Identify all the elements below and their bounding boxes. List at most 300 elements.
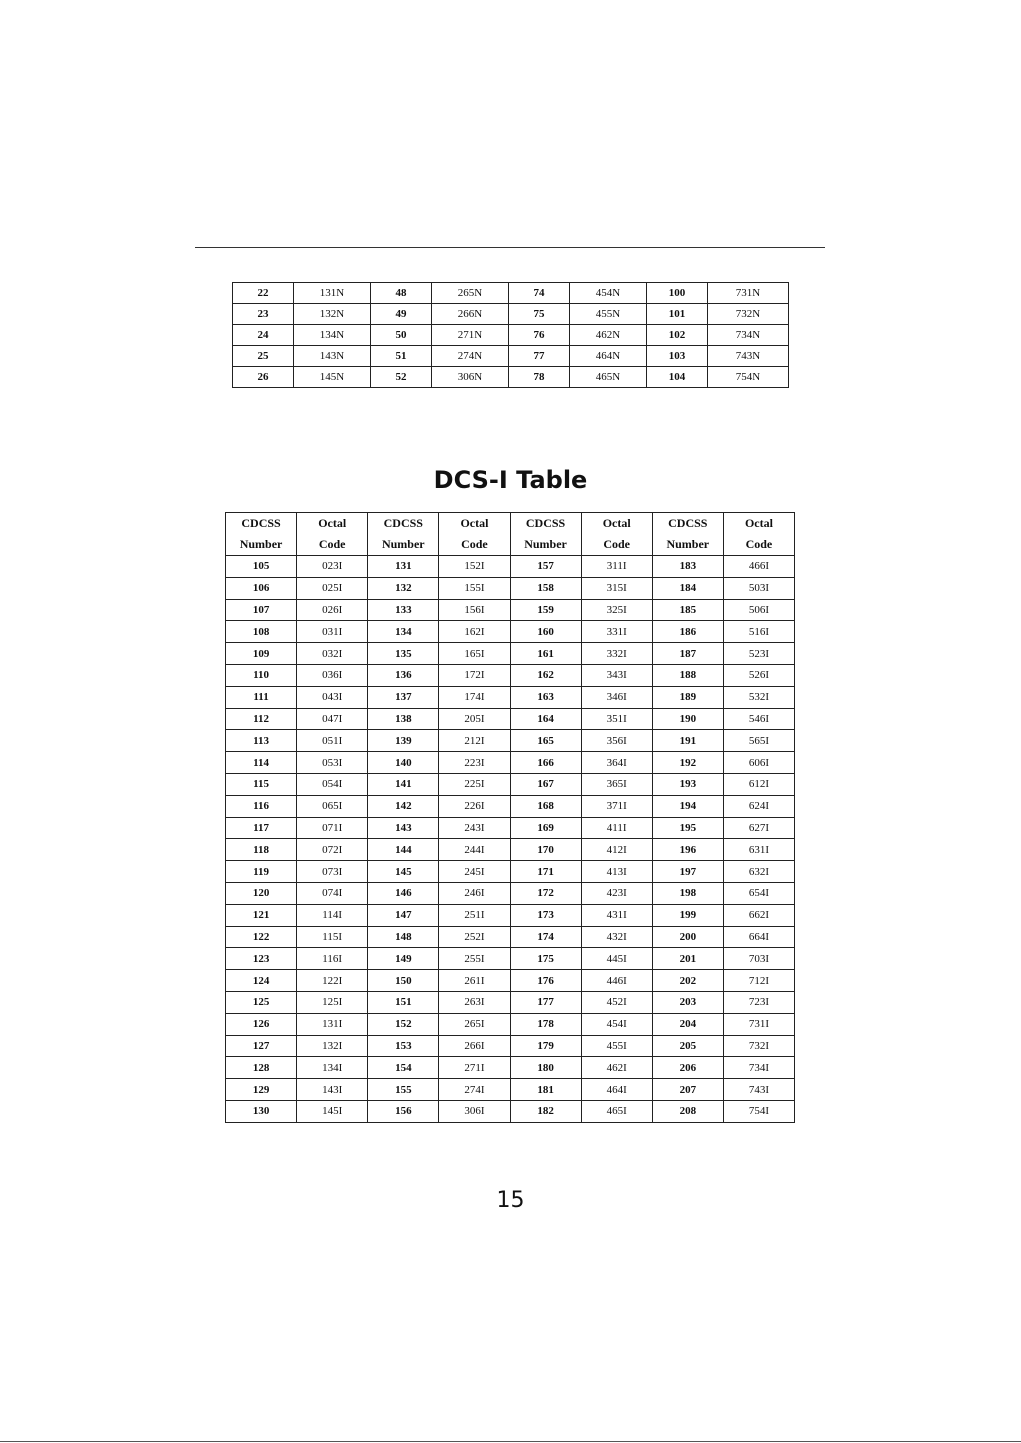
header-line: Octal xyxy=(318,516,347,530)
table-row xyxy=(233,283,789,304)
octal-code-cell: 351I xyxy=(581,708,652,730)
cdcss-number-cell: 131 xyxy=(368,556,439,578)
octal-code-cell: 251I xyxy=(439,904,510,926)
dcs-i-table xyxy=(225,512,795,1123)
cdcss-number-cell: 204 xyxy=(652,1013,723,1035)
cdcss-number-cell: 135 xyxy=(368,643,439,665)
cdcss-number-cell: 121 xyxy=(226,904,297,926)
cdcss-number-cell: 190 xyxy=(652,708,723,730)
octal-code-cell: 134N xyxy=(294,325,371,346)
cdcss-number-cell: 182 xyxy=(510,1100,581,1122)
octal-code-cell: 412I xyxy=(581,839,652,861)
cdcss-number-cell: 110 xyxy=(226,664,297,686)
cdcss-number-cell: 145 xyxy=(368,861,439,883)
octal-code-cell: 754N xyxy=(708,367,789,388)
cdcss-number-cell: 102 xyxy=(647,325,708,346)
cdcss-number-cell: 100 xyxy=(647,283,708,304)
octal-code-cell: 255I xyxy=(439,948,510,970)
cdcss-number-cell: 192 xyxy=(652,752,723,774)
octal-code-cell: 246I xyxy=(439,882,510,904)
cdcss-number-cell: 169 xyxy=(510,817,581,839)
octal-code-cell: 244I xyxy=(439,839,510,861)
octal-code-cell: 225I xyxy=(439,773,510,795)
octal-code-cell: 174I xyxy=(439,686,510,708)
cdcss-number-cell: 134 xyxy=(368,621,439,643)
page-number: 15 xyxy=(496,1188,525,1213)
cdcss-number-cell: 156 xyxy=(368,1100,439,1122)
octal-code-cell: 754I xyxy=(723,1100,794,1122)
cdcss-number-cell: 101 xyxy=(647,304,708,325)
octal-code-cell: 632I xyxy=(723,861,794,883)
octal-code-cell: 466I xyxy=(723,556,794,578)
cdcss-number-cell: 201 xyxy=(652,948,723,970)
cdcss-number-cell: 175 xyxy=(510,948,581,970)
octal-code-cell: 125I xyxy=(297,991,368,1013)
octal-code-cell: 343I xyxy=(581,664,652,686)
cdcss-number-cell: 23 xyxy=(233,304,294,325)
table-row xyxy=(226,577,795,599)
cdcss-number-cell: 48 xyxy=(371,283,432,304)
cdcss-number-cell: 162 xyxy=(510,664,581,686)
octal-code-cell: 731N xyxy=(708,283,789,304)
octal-code-cell: 516I xyxy=(723,621,794,643)
octal-code-cell: 065I xyxy=(297,795,368,817)
table-row xyxy=(226,970,795,992)
table-row xyxy=(226,599,795,621)
cdcss-number-cell: 74 xyxy=(509,283,570,304)
octal-code-cell: 346I xyxy=(581,686,652,708)
cdcss-number-cell: 173 xyxy=(510,904,581,926)
cdcss-number-cell: 183 xyxy=(652,556,723,578)
octal-code-cell: 073I xyxy=(297,861,368,883)
header-line: CDCSS xyxy=(241,516,281,530)
octal-code-cell: 446I xyxy=(581,970,652,992)
cdcss-number-cell: 172 xyxy=(510,882,581,904)
octal-code-cell: 454I xyxy=(581,1013,652,1035)
octal-code-cell: 263I xyxy=(439,991,510,1013)
octal-code-cell: 654I xyxy=(723,882,794,904)
cdcss-number-cell: 174 xyxy=(510,926,581,948)
octal-code-cell: 365I xyxy=(581,773,652,795)
octal-code-cell: 731I xyxy=(723,1013,794,1035)
header-rule xyxy=(195,247,825,248)
octal-code-cell: 051I xyxy=(297,730,368,752)
cdcss-number-cell: 78 xyxy=(509,367,570,388)
cdcss-number-cell: 167 xyxy=(510,773,581,795)
cdcss-number-cell: 147 xyxy=(368,904,439,926)
cdcss-number-cell: 154 xyxy=(368,1057,439,1079)
cdcss-number-cell: 143 xyxy=(368,817,439,839)
cdcss-number-cell: 136 xyxy=(368,664,439,686)
cdcss-number-cell: 150 xyxy=(368,970,439,992)
cdcss-number-cell: 126 xyxy=(226,1013,297,1035)
table-row xyxy=(226,708,795,730)
octal-code-cell: 306I xyxy=(439,1100,510,1122)
octal-code-cell: 271I xyxy=(439,1057,510,1079)
octal-code-cell: 462I xyxy=(581,1057,652,1079)
octal-code-cell: 162I xyxy=(439,621,510,643)
cdcss-number-cell: 50 xyxy=(371,325,432,346)
cdcss-number-cell: 75 xyxy=(509,304,570,325)
cdcss-number-cell: 149 xyxy=(368,948,439,970)
cdcss-number-cell: 122 xyxy=(226,926,297,948)
octal-code-cell: 274I xyxy=(439,1079,510,1101)
octal-code-cell: 452I xyxy=(581,991,652,1013)
cdcss-number-cell: 140 xyxy=(368,752,439,774)
cdcss-number-cell: 152 xyxy=(368,1013,439,1035)
cdcss-number-cell: 151 xyxy=(368,991,439,1013)
cdcss-number-cell: 127 xyxy=(226,1035,297,1057)
header-line: Number xyxy=(524,537,567,551)
cdcss-number-cell: 187 xyxy=(652,643,723,665)
cdcss-number-cell: 132 xyxy=(368,577,439,599)
cdcss-number-cell: 166 xyxy=(510,752,581,774)
table-row xyxy=(233,346,789,367)
table-row xyxy=(226,643,795,665)
cdcss-number-cell: 128 xyxy=(226,1057,297,1079)
octal-code-cell: 266N xyxy=(432,304,509,325)
octal-code-cell: 356I xyxy=(581,730,652,752)
table-row xyxy=(226,1079,795,1101)
table-row xyxy=(226,882,795,904)
octal-code-cell: 743I xyxy=(723,1079,794,1101)
cdcss-number-cell: 24 xyxy=(233,325,294,346)
octal-code-cell: 624I xyxy=(723,795,794,817)
octal-code-header xyxy=(581,513,652,556)
octal-code-cell: 464I xyxy=(581,1079,652,1101)
octal-code-cell: 462N xyxy=(570,325,647,346)
octal-code-cell: 131N xyxy=(294,283,371,304)
octal-code-cell: 047I xyxy=(297,708,368,730)
header-line: Number xyxy=(381,537,425,551)
cdcss-number-cell: 158 xyxy=(510,577,581,599)
cdcss-number-cell: 115 xyxy=(226,773,297,795)
octal-code-cell: 732I xyxy=(723,1035,794,1057)
octal-code-cell: 423I xyxy=(581,882,652,904)
octal-code-cell: 115I xyxy=(297,926,368,948)
octal-code-cell: 523I xyxy=(723,643,794,665)
cdcss-number-cell: 171 xyxy=(510,861,581,883)
cdcss-number-cell: 208 xyxy=(652,1100,723,1122)
octal-code-cell: 712I xyxy=(723,970,794,992)
table-row xyxy=(226,839,795,861)
cdcss-number-cell: 160 xyxy=(510,621,581,643)
cdcss-number-cell: 184 xyxy=(652,577,723,599)
octal-code-cell: 132N xyxy=(294,304,371,325)
octal-code-cell: 506I xyxy=(723,599,794,621)
octal-code-cell: 245I xyxy=(439,861,510,883)
cdcss-number-cell: 157 xyxy=(510,556,581,578)
octal-code-header xyxy=(439,513,510,556)
table-row xyxy=(226,621,795,643)
table-row xyxy=(226,556,795,578)
octal-code-cell: 411I xyxy=(581,817,652,839)
octal-code-cell: 364I xyxy=(581,752,652,774)
cdcss-number-cell: 195 xyxy=(652,817,723,839)
cdcss-number-cell: 142 xyxy=(368,795,439,817)
cdcss-number-cell: 180 xyxy=(510,1057,581,1079)
header-line: Octal xyxy=(744,516,773,530)
octal-code-cell: 116I xyxy=(297,948,368,970)
octal-code-cell: 114I xyxy=(297,904,368,926)
octal-code-cell: 743N xyxy=(708,346,789,367)
octal-code-cell: 311I xyxy=(581,556,652,578)
cdcss-number-cell: 186 xyxy=(652,621,723,643)
table-row xyxy=(226,795,795,817)
cdcss-number-header xyxy=(226,513,297,556)
octal-code-cell: 455N xyxy=(570,304,647,325)
cdcss-number-cell: 26 xyxy=(233,367,294,388)
header-line: Code xyxy=(603,537,631,551)
octal-code-cell: 732N xyxy=(708,304,789,325)
octal-code-cell: 445I xyxy=(581,948,652,970)
cdcss-number-cell: 103 xyxy=(647,346,708,367)
octal-code-cell: 031I xyxy=(297,621,368,643)
header-line: CDCSS xyxy=(525,516,566,530)
cdcss-number-cell: 144 xyxy=(368,839,439,861)
cdcss-number-cell: 178 xyxy=(510,1013,581,1035)
octal-code-cell: 413I xyxy=(581,861,652,883)
cdcss-number-cell: 119 xyxy=(226,861,297,883)
octal-code-cell: 331I xyxy=(581,621,652,643)
octal-code-cell: 026I xyxy=(297,599,368,621)
cdcss-number-cell: 112 xyxy=(226,708,297,730)
cdcss-number-cell: 118 xyxy=(226,839,297,861)
octal-code-cell: 212I xyxy=(439,730,510,752)
octal-code-cell: 134I xyxy=(297,1057,368,1079)
octal-code-cell: 606I xyxy=(723,752,794,774)
table-row xyxy=(233,367,789,388)
cdcss-number-cell: 176 xyxy=(510,970,581,992)
table-row xyxy=(226,926,795,948)
cdcss-number-cell: 107 xyxy=(226,599,297,621)
octal-code-cell: 143N xyxy=(294,346,371,367)
table-row xyxy=(233,304,789,325)
octal-code-cell: 723I xyxy=(723,991,794,1013)
cdcss-number-cell: 138 xyxy=(368,708,439,730)
octal-code-cell: 325I xyxy=(581,599,652,621)
table-row xyxy=(226,752,795,774)
table-row xyxy=(226,773,795,795)
header-line: Code xyxy=(745,537,773,551)
cdcss-number-cell: 146 xyxy=(368,882,439,904)
octal-code-cell: 131I xyxy=(297,1013,368,1035)
cdcss-number-cell: 177 xyxy=(510,991,581,1013)
cdcss-number-cell: 188 xyxy=(652,664,723,686)
table-row xyxy=(226,1013,795,1035)
octal-code-cell: 371I xyxy=(581,795,652,817)
cdcss-number-cell: 49 xyxy=(371,304,432,325)
octal-code-cell: 265I xyxy=(439,1013,510,1035)
octal-code-cell: 627I xyxy=(723,817,794,839)
table-title: DCS-I Table xyxy=(433,466,588,494)
cdcss-number-cell: 108 xyxy=(226,621,297,643)
cdcss-number-cell: 25 xyxy=(233,346,294,367)
octal-code-cell: 734N xyxy=(708,325,789,346)
octal-code-cell: 145I xyxy=(297,1100,368,1122)
octal-code-cell: 032I xyxy=(297,643,368,665)
cdcss-number-cell: 207 xyxy=(652,1079,723,1101)
cdcss-number-cell: 199 xyxy=(652,904,723,926)
octal-code-cell: 664I xyxy=(723,926,794,948)
cdcss-number-cell: 123 xyxy=(226,948,297,970)
cdcss-number-cell: 159 xyxy=(510,599,581,621)
cdcss-number-cell: 191 xyxy=(652,730,723,752)
footer-rule xyxy=(0,1441,1021,1442)
cdcss-number-cell: 104 xyxy=(647,367,708,388)
octal-code-cell: 455I xyxy=(581,1035,652,1057)
cdcss-number-cell: 198 xyxy=(652,882,723,904)
octal-code-cell: 036I xyxy=(297,664,368,686)
cdcss-number-cell: 196 xyxy=(652,839,723,861)
octal-code-cell: 432I xyxy=(581,926,652,948)
header-line: Octal xyxy=(602,516,631,530)
octal-code-cell: 332I xyxy=(581,643,652,665)
table-row xyxy=(226,948,795,970)
cdcss-number-cell: 116 xyxy=(226,795,297,817)
cdcss-number-header xyxy=(652,513,723,556)
octal-code-cell: 243I xyxy=(439,817,510,839)
header-row xyxy=(226,513,795,556)
octal-code-header xyxy=(297,513,368,556)
cdcss-number-cell: 193 xyxy=(652,773,723,795)
octal-code-cell: 152I xyxy=(439,556,510,578)
table-row xyxy=(233,325,789,346)
octal-code-header xyxy=(723,513,794,556)
cdcss-number-cell: 181 xyxy=(510,1079,581,1101)
cdcss-number-cell: 109 xyxy=(226,643,297,665)
cdcss-number-cell: 197 xyxy=(652,861,723,883)
cdcss-number-cell: 51 xyxy=(371,346,432,367)
octal-code-cell: 025I xyxy=(297,577,368,599)
octal-code-cell: 132I xyxy=(297,1035,368,1057)
octal-code-cell: 122I xyxy=(297,970,368,992)
octal-code-cell: 465N xyxy=(570,367,647,388)
cdcss-number-cell: 206 xyxy=(652,1057,723,1079)
octal-code-cell: 043I xyxy=(297,686,368,708)
cdcss-number-cell: 185 xyxy=(652,599,723,621)
cdcss-number-cell: 77 xyxy=(509,346,570,367)
octal-code-cell: 565I xyxy=(723,730,794,752)
cdcss-number-cell: 153 xyxy=(368,1035,439,1057)
cdcss-number-cell: 179 xyxy=(510,1035,581,1057)
cdcss-number-cell: 130 xyxy=(226,1100,297,1122)
cdcss-number-cell: 164 xyxy=(510,708,581,730)
header-line: Number xyxy=(239,537,283,551)
octal-code-cell: 223I xyxy=(439,752,510,774)
cdcss-number-cell: 161 xyxy=(510,643,581,665)
octal-code-cell: 274N xyxy=(432,346,509,367)
cdcss-number-cell: 155 xyxy=(368,1079,439,1101)
table-row xyxy=(226,1057,795,1079)
octal-code-cell: 631I xyxy=(723,839,794,861)
octal-code-cell: 464N xyxy=(570,346,647,367)
cdcss-number-cell: 203 xyxy=(652,991,723,1013)
octal-code-cell: 271N xyxy=(432,325,509,346)
cdcss-number-cell: 168 xyxy=(510,795,581,817)
header-line: CDCSS xyxy=(668,516,708,530)
octal-code-cell: 074I xyxy=(297,882,368,904)
octal-code-cell: 266I xyxy=(439,1035,510,1057)
cdcss-number-cell: 163 xyxy=(510,686,581,708)
cdcss-number-cell: 22 xyxy=(233,283,294,304)
cdcss-number-cell: 148 xyxy=(368,926,439,948)
octal-code-cell: 734I xyxy=(723,1057,794,1079)
octal-code-cell: 532I xyxy=(723,686,794,708)
cdcss-number-cell: 133 xyxy=(368,599,439,621)
octal-code-cell: 053I xyxy=(297,752,368,774)
header-line: CDCSS xyxy=(383,516,423,530)
header-line: Number xyxy=(666,537,710,551)
octal-code-cell: 454N xyxy=(570,283,647,304)
octal-code-cell: 071I xyxy=(297,817,368,839)
cdcss-number-cell: 111 xyxy=(226,686,297,708)
cdcss-number-cell: 194 xyxy=(652,795,723,817)
cdcss-number-cell: 52 xyxy=(371,367,432,388)
cdcss-number-cell: 139 xyxy=(368,730,439,752)
table-row xyxy=(226,1035,795,1057)
octal-code-cell: 503I xyxy=(723,577,794,599)
octal-code-cell: 172I xyxy=(439,664,510,686)
octal-code-cell: 612I xyxy=(723,773,794,795)
octal-code-cell: 306N xyxy=(432,367,509,388)
octal-code-cell: 205I xyxy=(439,708,510,730)
octal-code-cell: 703I xyxy=(723,948,794,970)
cdcss-number-cell: 114 xyxy=(226,752,297,774)
cdcss-number-cell: 165 xyxy=(510,730,581,752)
cdcss-number-cell: 205 xyxy=(652,1035,723,1057)
octal-code-cell: 054I xyxy=(297,773,368,795)
octal-code-cell: 226I xyxy=(439,795,510,817)
cdcss-number-cell: 137 xyxy=(368,686,439,708)
header-line: Octal xyxy=(460,516,489,530)
cdcss-number-cell: 106 xyxy=(226,577,297,599)
octal-code-cell: 261I xyxy=(439,970,510,992)
octal-code-cell: 546I xyxy=(723,708,794,730)
table-row xyxy=(226,904,795,926)
octal-code-cell: 662I xyxy=(723,904,794,926)
cdcss-number-cell: 124 xyxy=(226,970,297,992)
cdcss-number-cell: 105 xyxy=(226,556,297,578)
octal-code-cell: 072I xyxy=(297,839,368,861)
cdcss-number-cell: 200 xyxy=(652,926,723,948)
table-row xyxy=(226,817,795,839)
dcs-n-table-continuation xyxy=(232,282,789,388)
octal-code-cell: 155I xyxy=(439,577,510,599)
octal-code-cell: 156I xyxy=(439,599,510,621)
cdcss-number-cell: 189 xyxy=(652,686,723,708)
table-row xyxy=(226,686,795,708)
octal-code-cell: 023I xyxy=(297,556,368,578)
cdcss-number-header xyxy=(510,513,581,556)
cdcss-number-cell: 125 xyxy=(226,991,297,1013)
table-row xyxy=(226,991,795,1013)
header-line: Code xyxy=(461,537,488,551)
octal-code-cell: 165I xyxy=(439,643,510,665)
cdcss-number-cell: 113 xyxy=(226,730,297,752)
octal-code-cell: 252I xyxy=(439,926,510,948)
octal-code-cell: 145N xyxy=(294,367,371,388)
cdcss-number-header xyxy=(368,513,439,556)
table-row xyxy=(226,730,795,752)
cdcss-number-cell: 141 xyxy=(368,773,439,795)
table-row xyxy=(226,1100,795,1122)
cdcss-number-cell: 202 xyxy=(652,970,723,992)
cdcss-number-cell: 129 xyxy=(226,1079,297,1101)
octal-code-cell: 465I xyxy=(581,1100,652,1122)
cdcss-number-cell: 76 xyxy=(509,325,570,346)
octal-code-cell: 265N xyxy=(432,283,509,304)
